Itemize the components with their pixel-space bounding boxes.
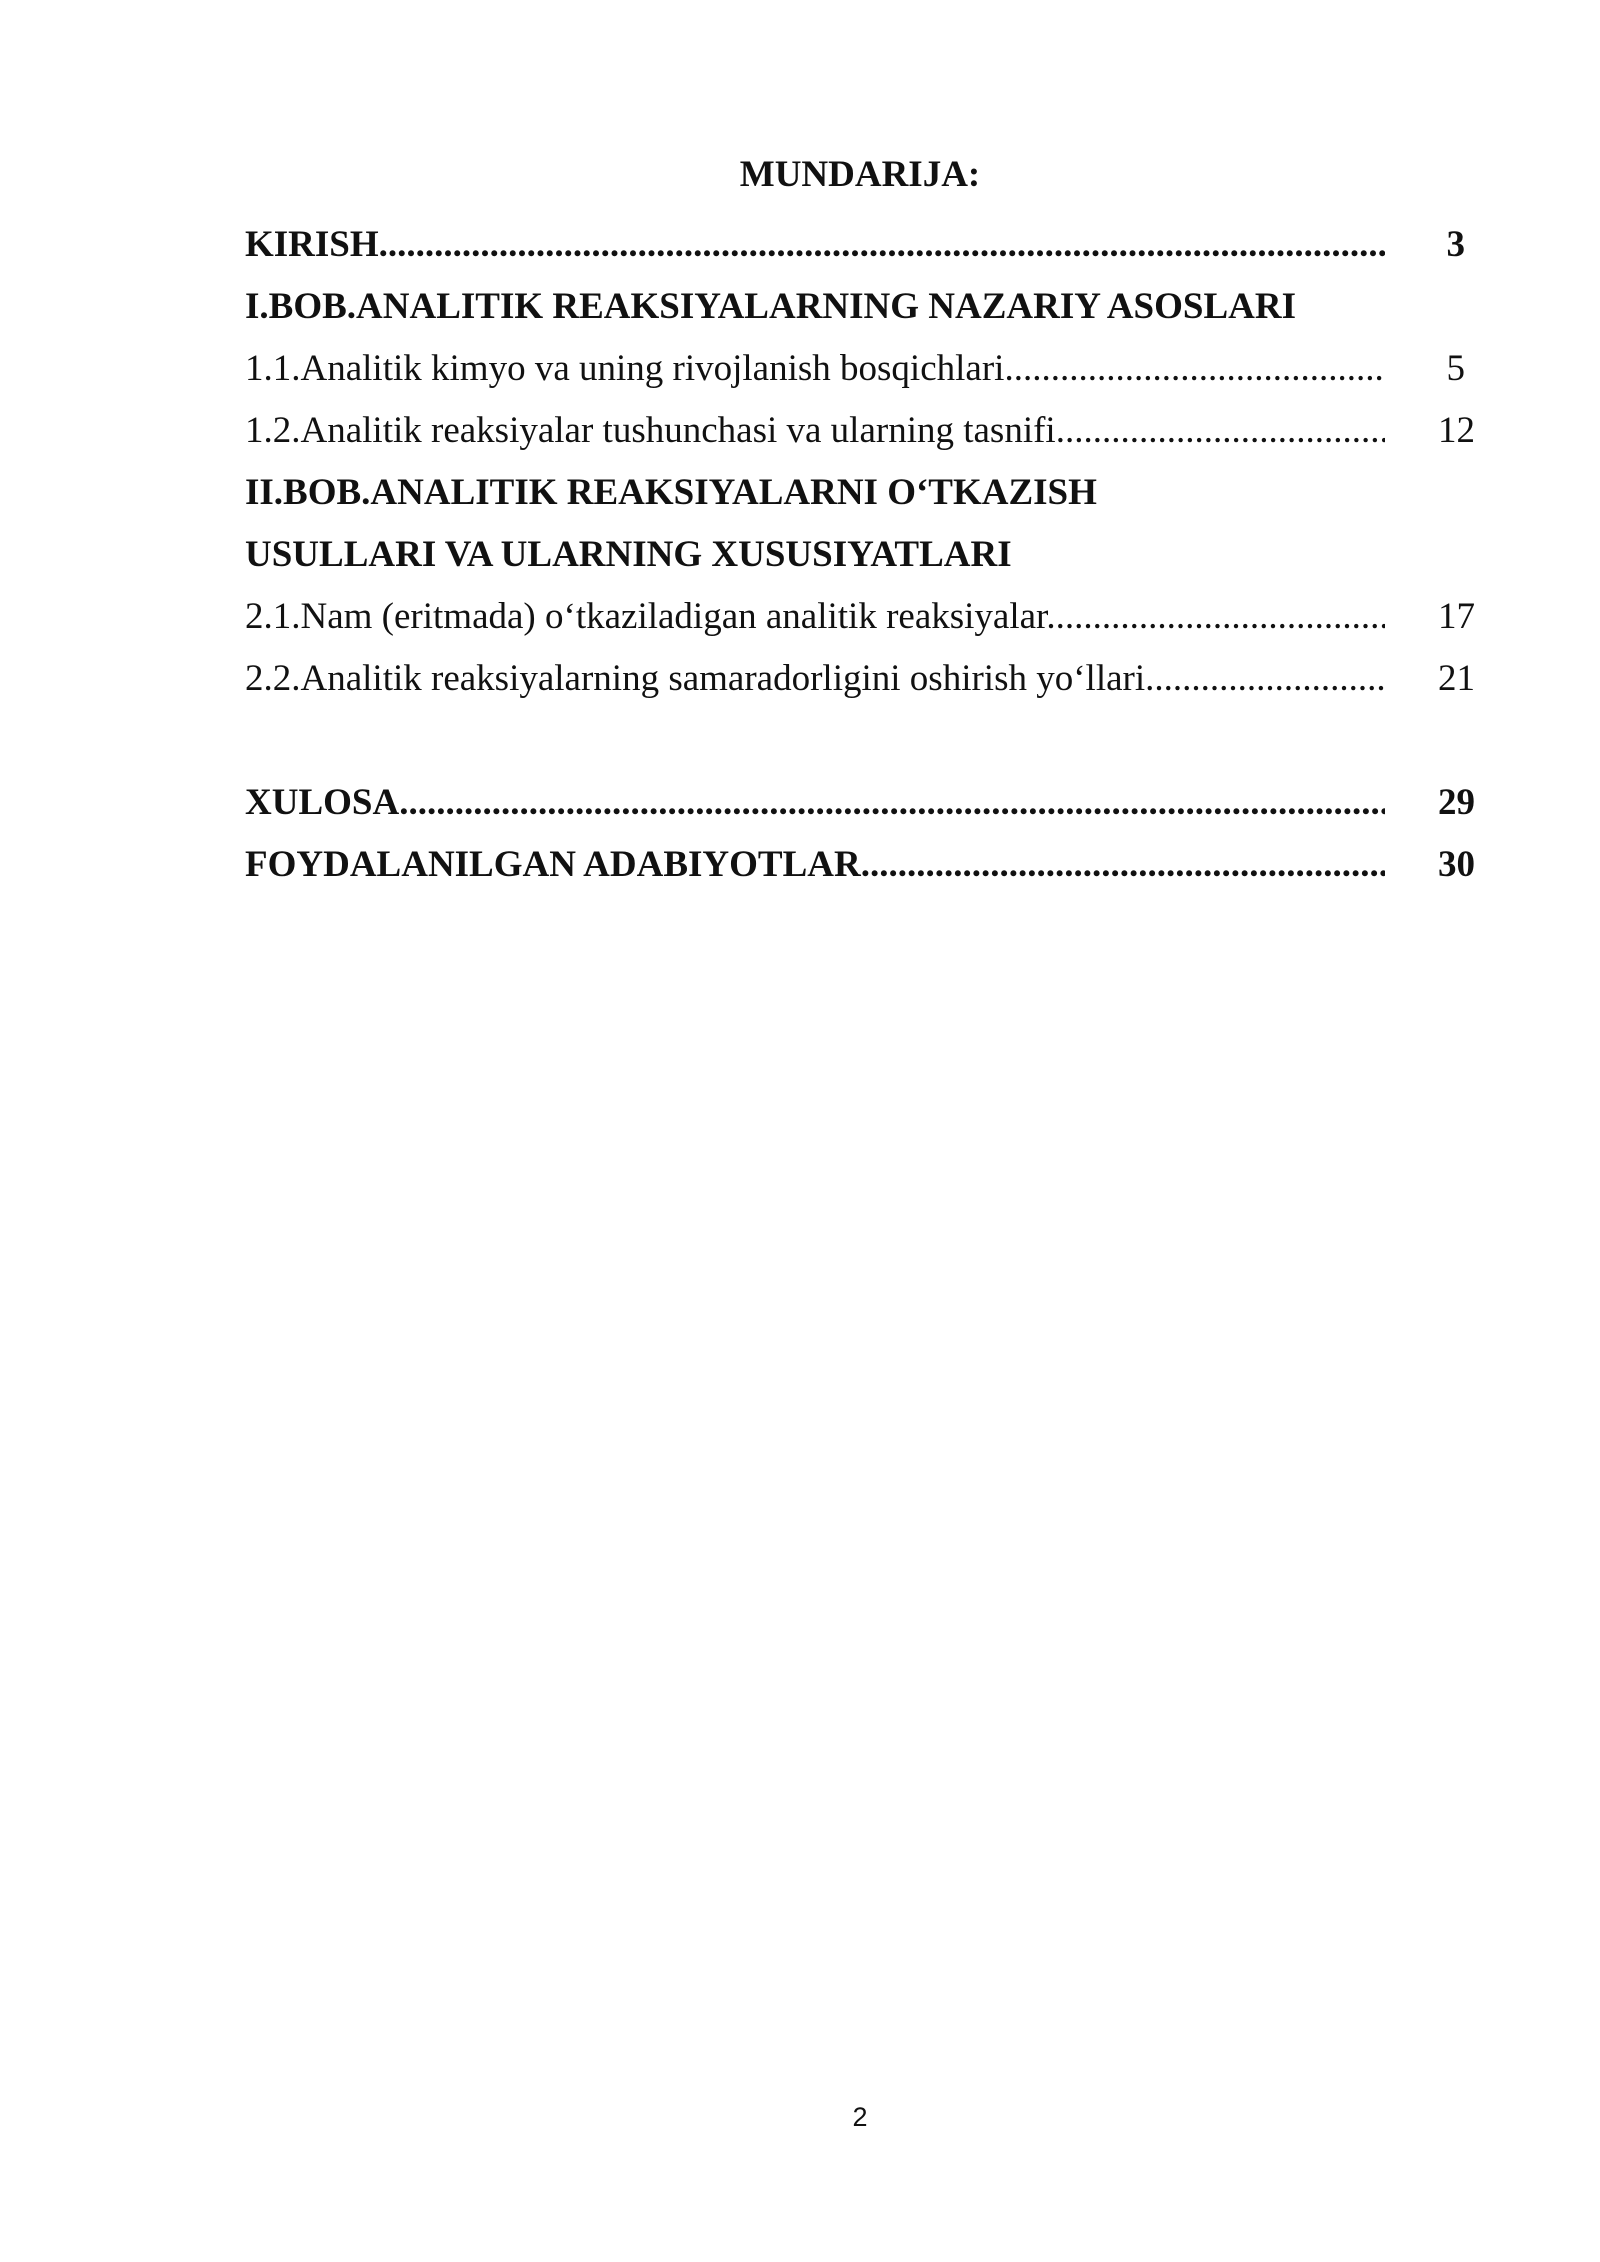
toc-entry-1-2 (245, 400, 1475, 462)
toc-chapter-2-heading-line-1 (245, 462, 1475, 524)
toc-entry-page: 12 (1438, 410, 1475, 451)
toc-entry-page: 5 (1446, 348, 1465, 389)
toc-entry-title: XULOSA ..... (245, 772, 1385, 834)
toc-title: MUNDARIJA: (739, 154, 981, 195)
toc-entry-page: 17 (1438, 596, 1475, 637)
toc-entry-2-2 (245, 648, 1475, 710)
toc-entry-title: 2.2.Analitik reaksiyalarning samaradorligini oshirish yo‘llari ..... (245, 648, 1385, 710)
toc-chapter-1-heading (245, 276, 1475, 338)
toc-entry-title: 1.1.Analitik kimyo va uning rivojlanish bosqichlari ..... (245, 338, 1385, 400)
toc-entry-page: 21 (1438, 658, 1475, 699)
toc-entry-title: I.BOB.ANALITIK REAKSIYALARNING NAZARIY ASOSLARI (245, 286, 1296, 327)
toc-entry-xulosa (245, 772, 1475, 834)
toc-entry-title: KIRISH ..... (245, 214, 1385, 276)
toc-entry-title: FOYDALANILGAN ADABIYOTLAR ..... (245, 834, 1385, 896)
toc-entry-title: II.BOB.ANALITIK REAKSIYALARNI O‘TKAZISH (245, 472, 1097, 513)
toc-entry-page: 3 (1446, 224, 1465, 265)
toc-entry-1-1 (245, 338, 1475, 400)
toc-entry-kirish (245, 214, 1475, 276)
toc-entry-adabiyotlar (245, 834, 1475, 896)
page-number: 2 (852, 2102, 868, 2132)
toc-entry-2-1 (245, 586, 1475, 648)
toc-entry-title: USULLARI VA ULARNING XUSUSIYATLARI (245, 534, 1012, 575)
toc-chapter-2-heading-line-2 (245, 524, 1475, 586)
table-of-contents (245, 214, 1475, 896)
toc-entry-page: 29 (1438, 782, 1475, 823)
toc-entry-title: 2.1.Nam (eritmada) o‘tkaziladigan analitik reaksiyalar ..... (245, 586, 1385, 648)
toc-entry-title: 1.2.Analitik reaksiyalar tushunchasi va ularning tasnifi ..... (245, 400, 1385, 462)
toc-entry-page: 30 (1438, 844, 1475, 885)
